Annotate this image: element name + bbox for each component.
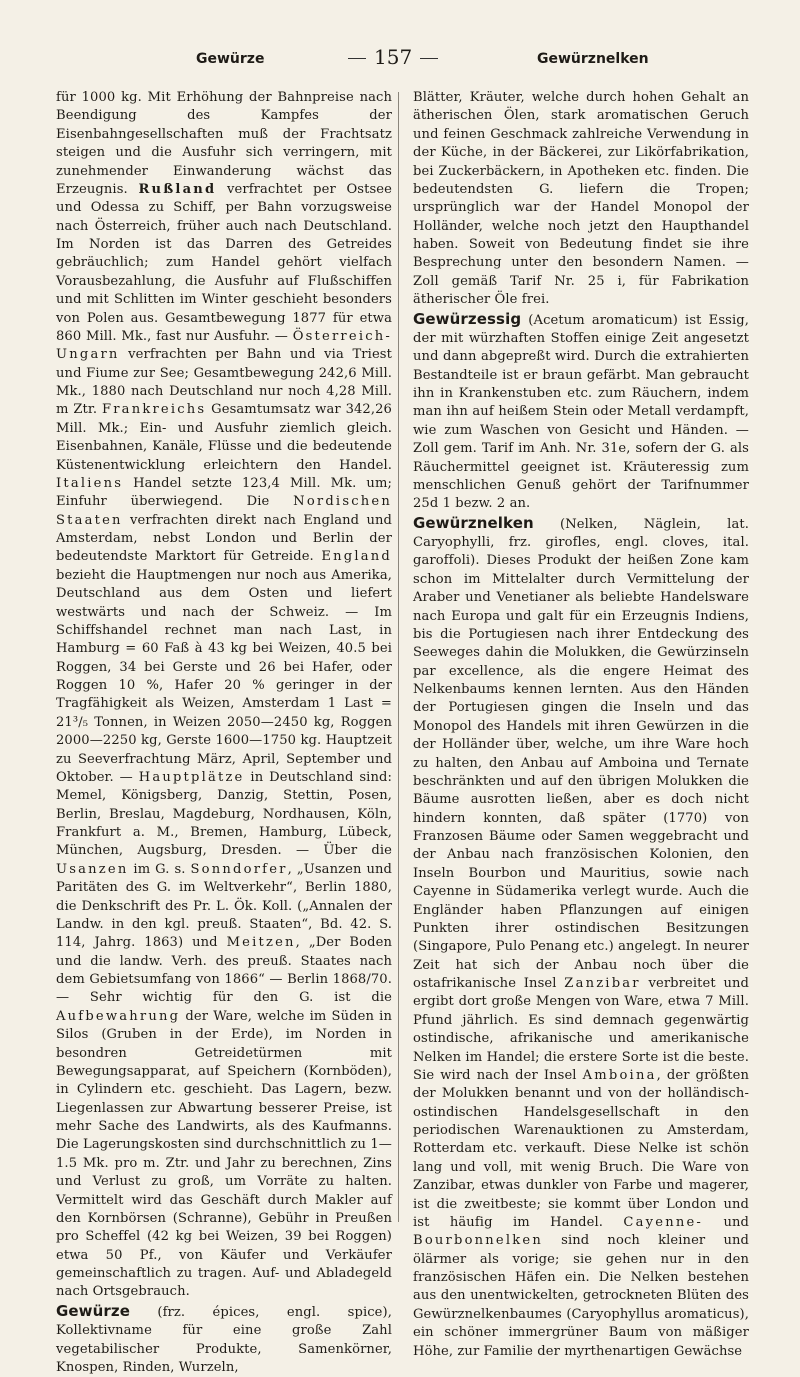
keyword-bourbonnelken: Bourbonnelken — [413, 1233, 543, 1249]
entry-gewuerze — [56, 1302, 392, 1377]
keyword-cayenne: Cayenne- — [623, 1214, 704, 1230]
text-run: , „Usanzen und Paritäten des G. im Weltverkehr“, Berlin 1880, die Denkschrift des Pr. L. Ök. Koll. („Annalen der Landw. in den kgl. preuß. Staaten“, Bd. 42. S. 114, Jahrg. 1863) und — [56, 861, 392, 951]
text-run: (Nelken, Näglein, lat. Caryophylli, frz. girofles, engl. cloves, ital. garoffoli). Dieses Produkt der heißen Zone kam schon im Mittelalter durch Vermittelung der Araber und Venetianer als beliebte Handelsware nach Europa und galt für ein Erzeugnis Indiens, bis die Portugiesen nach ihrer Entdeckung des Seeweges dahin die Molukken, die Gewürzinseln par excellence, als die engere Heimat des Nelkenbaums kennen lernten. Aus den Händen der Portugiesen gingen die Inseln und das Monopol des Handels mit ihren Gewürzen in die der Holländer über, welche, um ihre Ware hoch zu halten, den Anbau auf Amboina und Ternate beschränkten und auf den übrigen Molukken die Bäume ausrotten ließen, aber es doch nicht hindern konnten, daß später (1770) von Franzosen Bäume oder Samen weggebracht und der Anbau nach französischen Kolonien, den Inseln Bourbon und Mauritius, sowie nach Cayenne in Südamerika verlegt wurde. Auch die Engländer haben Pflanzungen auf einigen Punkten ihrer ostindischen Besitzungen (Singapore, Pulo Penang etc.) angelegt. In neurer Zeit hat sich der Anbau noch über die ostafrikanische Insel — [413, 516, 749, 991]
paragraph-getreide-handel — [56, 89, 392, 1302]
text-run: Handel setzte 123,4 Mill. Mk. um; Einfuhr überwiegend. Die — [56, 475, 392, 510]
keyword-zanzibar: Zanzibar — [564, 976, 641, 991]
keyword-russland: Rußland — [138, 181, 217, 197]
left-column — [56, 89, 392, 1377]
keyword-oesterreich: Österreich-Ungarn — [56, 328, 392, 363]
column-divider — [398, 92, 399, 1222]
keyword-amboina: Amboina — [582, 1067, 657, 1083]
page-number — [340, 45, 446, 69]
text-run: verfrachten per Bahn und via Triest und Fiume zur See; Gesamtbewegung 242,6 Mill. Mk., 1880 nach Deutschland nur noch 4,28 Mill. m Ztr. — [56, 347, 392, 418]
text-run: , der größten der Molukken benannt und von der holländisch-ostindischen Handelsgesellschaft in den periodischen Warenauktionen zu Amsterdam, Rotterdam etc. verkauft. Diese Nelke ist schön lang und voll, mit wenig Bruch. Die Ware von Zanzibar, etwas dunkler von Farbe und magerer, ist die zweitbeste; sie kommt über London und ist häufig im Handel. — [413, 1067, 750, 1230]
text-run: für 1000 kg. Mit Erhöhung der Bahnpreise nach Beendigung des Kampfes der Eisenbahngesellschaften muß der Frachtsatz steigen und die Ausfuhr sich verringern, mit zunehmender Einwanderung wächst das Erzeugnis. — [56, 90, 392, 197]
text-run: verfrachtet per Ostsee und Odessa zu Schiff, per Bahn vorzugsweise nach Österreich, früher auch nach Deutschland. Im Norden ist das Darren des Getreides gebräuchlich; zum Handel gehört vielfach Vorausbezahlung, die Ausfuhr auf Flußschiffen und mit Schlitten im Winter geschieht besonders von Polen aus. Gesamtbewegung 1877 für etwa 860 Mill. Mk., fast nur Ausfuhr. — — [56, 181, 393, 344]
entry-gewuerznelken — [413, 514, 749, 1361]
page-number-value: 157 — [374, 45, 413, 69]
text-run: der Ware, welche im Süden in Silos (Gruben in der Erde), im Norden in besondren Getreidetürmen mit Bewegungsapparat, auf Speichern (Kornböden), in Cylindern etc. geschieht. Das Lagern, bezw. Liegenlassen zur Abwartung besserer Preise, ist mehr Sache des Landwirts, als des Kaufmanns. Die Lagerungskosten sind durchschnittlich zu 1—1.5 Mk. pro m. Ztr. und Jahr zu berechnen, Zins und Verlust zu groß, um Vorräte zu halten. Vermittelt wird das Geschäft durch Makler auf den Kornbörsen (Schranne), Gebühr in Preußen pro Scheffel (42 kg bei Weizen, 39 bei Roggen) etwa 50 Pf., von Käufer und Verkäufer gemeinschaftlich zu tragen. Auf- und Abladegeld nach Ortsgebrauch. — [56, 1008, 392, 1300]
keyword-nordische-staaten: Nordischen Staaten — [56, 494, 392, 528]
text-run: Blätter, Kräuter, welche durch hohen Gehalt an ätherischen Ölen, stark aromatischen Geruch und feinen Geschmack zahlreiche Verwendung in der Küche, in der Bäckerei, zur Likörfabrikation, bei Zuckerbäckern, in Apotheken etc. finden. Die bedeutendsten G. liefern die Tropen; ursprünglich war der Handel Monopol der Holländer, welche noch jetzt den Haupthandel haben. Soweit von Bedeutung findet sie ihre Besprechung unter den besondern Namen. — Zoll gemäß Tarif Nr. 25 i, für Fabrikation ätherischer Öle frei. — [413, 90, 749, 308]
keyword-italiens: Italiens — [56, 475, 124, 491]
right-column — [413, 89, 749, 1361]
text-run: (frz. épices, engl. spice), Kollektivname für eine große Zahl vegetabilischer Produkte, Samenkörner, Knospen, Rinden, Wurzeln, — [56, 1304, 392, 1375]
text-run: im G. s. — [128, 861, 191, 877]
keyword-meitzen: Meitzen — [226, 935, 296, 951]
keyword-usanzen: Usanzen — [56, 861, 129, 877]
keyword-aufbewahrung: Aufbewahrung — [56, 1008, 181, 1024]
text-run: Gesamtumsatz war 342,26 Mill. Mk.; Ein- und Ausfuhr ziemlich gleich. Eisenbahnen, Kanäle, Flüsse und die bedeutende Küstenentwicklung erleichtern den Handel. — [56, 402, 392, 473]
keyword-england: England — [321, 549, 392, 565]
text-run: in Deutschland sind: Memel, Königsberg, Danzig, Stettin, Posen, Berlin, Breslau, Magdeburg, Nordhausen, Köln, Frankfurt a. M., Bremen, Hamburg, Lübeck, München, Augsburg, Dresden. — Über die — [56, 769, 392, 859]
text-run: und — [703, 1214, 749, 1230]
text-run: bezieht die Hauptmengen nur noch aus Amerika, Deutschland aus dem Osten und liefert westwärts und nach der Schweiz. — Im Schiffshandel rechnet man nach Last, in Hamburg = 60 Faß à 43 kg bei Weizen, 40.5 bei Roggen, 34 bei Gerste und 26 bei Hafer, oder Roggen 10 %, Hafer 20 % geringer in der Tragfähigkeit als Weizen, Amsterdam 1 Last = 21³/₅ Tonnen, in Weizen 2050—2450 kg, Roggen 2000—2250 kg, Gerste 1600—1750 kg. Hauptzeit zu Seeverfrachtung März, April, September und Oktober. — — [56, 567, 392, 785]
text-run: (Acetum aromaticum) ist Essig, der mit würzhaften Stoffen einige Zeit angesetzt und dann abgepreßt wird. Durch die extrahierten Bestandteile ist er braun gefärbt. Man gebraucht ihn in Krankenstuben etc. zum Räuchern, indem man ihn auf heißem Stein oder Metall verdampft, wie zum Waschen von Gesicht und Händen. — Zoll gem. Tarif im Anh. Nr. 31e, sofern der G. als Räuchermittel geeignet ist. Kräuteressig zum menschlichen Genuß gehört der Tarifnummer 25d 1 bezw. 2 an. — [413, 312, 749, 512]
running-header — [56, 45, 744, 75]
paragraph-gewuerze-continued — [413, 89, 749, 310]
entry-heading-gewuerzessig: Gewürzessig — [413, 309, 522, 328]
text-run: verbreitet und ergibt dort große Mengen von Ware, etwa 7 Mill. Pfund jährlich. Es sind demnach gegenwärtig ostindische, afrikanische und amerikanische Nelken im Handel; die erstere Sorte ist die beste. Sie wird nach der Insel — [413, 976, 749, 1083]
text-run: , „Der Boden und die landw. Verh. des preuß. Staates nach dem Gebietsumfang von 1866“ — Berlin 1868/70. — Sehr wichtig für den G. ist die — [56, 935, 392, 1006]
keyword-frankreich: Frankreichs — [101, 402, 207, 418]
text-run: verfrachten direkt nach England und Amsterdam, nebst London und Berlin der bedeutendste Marktort für Getreide. — [56, 512, 392, 565]
text-run: sind noch kleiner und ölärmer als vorige; sie gehen nur in den französischen Häfen ein. Die Nelken bestehen aus den unentwickelten, getrockneten Blüten des Gewürznelkenbaumes (Caryophyllus aromaticus), ein schöner immergrüner Baum von mäßiger Höhe, zur Familie der myrthenartigen Gewächse — [413, 1233, 749, 1359]
entry-heading-gewuerze: Gewürze — [56, 1301, 131, 1320]
entry-heading-gewuerznelken: Gewürznelken — [413, 513, 534, 532]
header-left-title: Gewürze — [196, 51, 265, 67]
keyword-hauptplaetze: Hauptplätze — [138, 769, 245, 785]
header-right-title: Gewürznelken — [537, 51, 649, 67]
entry-gewuerzessig — [413, 310, 749, 514]
keyword-sonndorfer: Sonndorfer — [190, 861, 288, 877]
